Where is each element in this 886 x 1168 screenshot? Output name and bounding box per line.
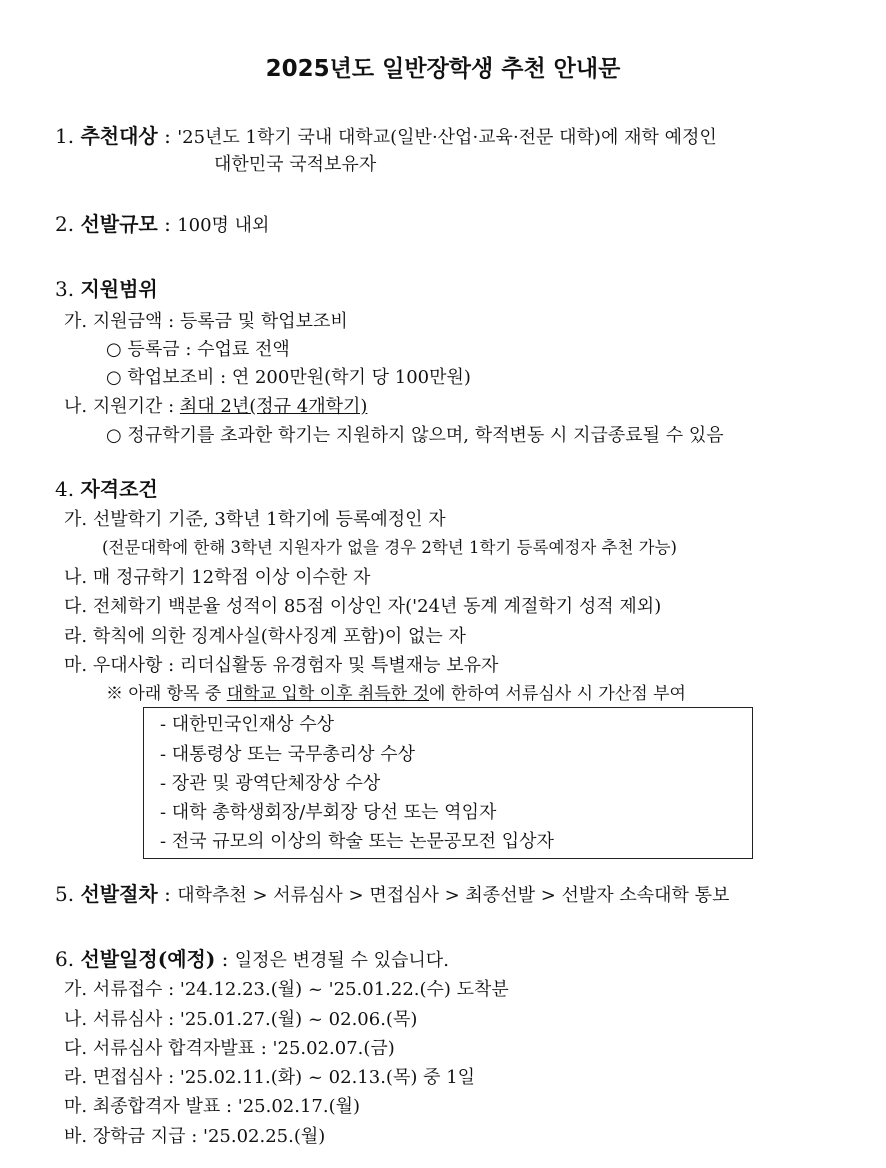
separator: : — [157, 882, 178, 906]
list-item: ○ 정규학기를 초과한 학기는 지원하지 않으며, 학적변동 시 지급종료될 수 있음 — [106, 425, 724, 446]
item-label: 나. 지원기간 : — [64, 396, 180, 417]
section-6 — [55, 947, 449, 973]
underlined-text: 대학교 입학 이후 취득한 것 — [226, 684, 429, 704]
section-number: 3. — [55, 277, 75, 301]
note-text: 에 한하여 서류심사 시 가산점 부여 — [429, 684, 686, 704]
section-number: 1. — [55, 124, 75, 148]
list-item: ○ 등록금 : 수업료 전액 — [106, 339, 290, 360]
separator: : — [157, 124, 178, 148]
list-item: 마. 우대사항 : 리더십활동 유경험자 및 특별재능 보유자 — [64, 655, 499, 676]
box-item: - 장관 및 광역단체장상 수상 — [160, 773, 381, 794]
note-text: ※ 아래 항목 중 — [106, 684, 227, 704]
section-number: 5. — [55, 882, 75, 906]
box-item: - 대학 총학생회장/부회장 당선 또는 역임자 — [160, 802, 497, 823]
schedule-item: 다. 서류심사 합격자발표 : '25.02.07.(금) — [64, 1038, 395, 1059]
page-title: 2025년도 일반장학생 추천 안내문 — [265, 56, 621, 82]
schedule-item: 라. 면접심사 : '25.02.11.(화) ~ 02.13.(목) 중 1일 — [64, 1067, 476, 1088]
list-item: 다. 전체학기 백분율 성적이 85점 이상인 자('24년 동계 계절학기 성적 제외) — [64, 596, 662, 617]
separator: : — [215, 947, 235, 971]
schedule-item: 마. 최종합격자 발표 : '25.02.17.(월) — [64, 1096, 361, 1117]
section-text: '25년도 1학기 국내 대학교(일반·산업·교육·전문 대학)에 재학 예정인 — [177, 127, 717, 148]
section-heading: 자격조건 — [80, 477, 158, 501]
schedule-item: 바. 장학금 지급 : '25.02.25.(월) — [64, 1126, 326, 1147]
list-item: ○ 학업보조비 : 연 200만원(학기 당 100만원) — [106, 367, 471, 388]
section-heading: 선발규모 — [80, 212, 158, 236]
note — [106, 682, 686, 706]
box-item: - 전국 규모의 이상의 학술 또는 논문공모전 입상자 — [160, 831, 554, 852]
section-1-continued: 대한민국 국적보유자 — [214, 154, 377, 175]
list-item: 나. 매 정규학기 12학점 이상 이수한 자 — [64, 567, 371, 588]
box-item: - 대통령상 또는 국무총리상 수상 — [160, 744, 416, 765]
section-text: 일정은 변경될 수 있습니다. — [234, 950, 449, 971]
list-item — [64, 395, 367, 419]
section-heading: 지원범위 — [80, 277, 158, 301]
section-4 — [55, 477, 158, 501]
section-text: 대학추천 > 서류심사 > 면접심사 > 최종선발 > 선발자 소속대학 통보 — [177, 885, 730, 906]
schedule-item: 가. 서류접수 : '24.12.23.(월) ~ '25.01.22.(수) 도착분 — [64, 979, 509, 1000]
section-2 — [55, 212, 269, 238]
schedule-item: 나. 서류심사 : '25.01.27.(월) ~ 02.06.(목) — [64, 1009, 418, 1030]
section-number: 2. — [55, 212, 75, 236]
section-1 — [55, 124, 717, 150]
section-3 — [55, 277, 158, 301]
list-item: 라. 학칙에 의한 징계사실(학사징계 포함)이 없는 자 — [64, 626, 466, 647]
section-5 — [55, 882, 729, 908]
bonus-items-box — [143, 707, 753, 859]
section-number: 4. — [55, 477, 75, 501]
separator: : — [157, 212, 178, 236]
list-item: (전문대학에 한해 3학년 지원자가 없을 경우 2학년 1학기 등록예정자 추천 가능) — [102, 538, 677, 557]
section-heading: 선발일정(예정) — [80, 947, 216, 971]
section-heading: 선발절차 — [80, 882, 158, 906]
section-text: 100명 내외 — [177, 215, 270, 236]
section-number: 6. — [55, 947, 75, 971]
box-item: - 대한민국인재상 수상 — [160, 714, 335, 735]
underlined-text: 최대 2년(정규 4개학기) — [179, 396, 368, 417]
section-heading: 추천대상 — [80, 124, 158, 148]
list-item: 가. 지원금액 : 등록금 및 학업보조비 — [64, 311, 348, 332]
list-item: 가. 선발학기 기준, 3학년 1학기에 등록예정인 자 — [64, 509, 446, 530]
